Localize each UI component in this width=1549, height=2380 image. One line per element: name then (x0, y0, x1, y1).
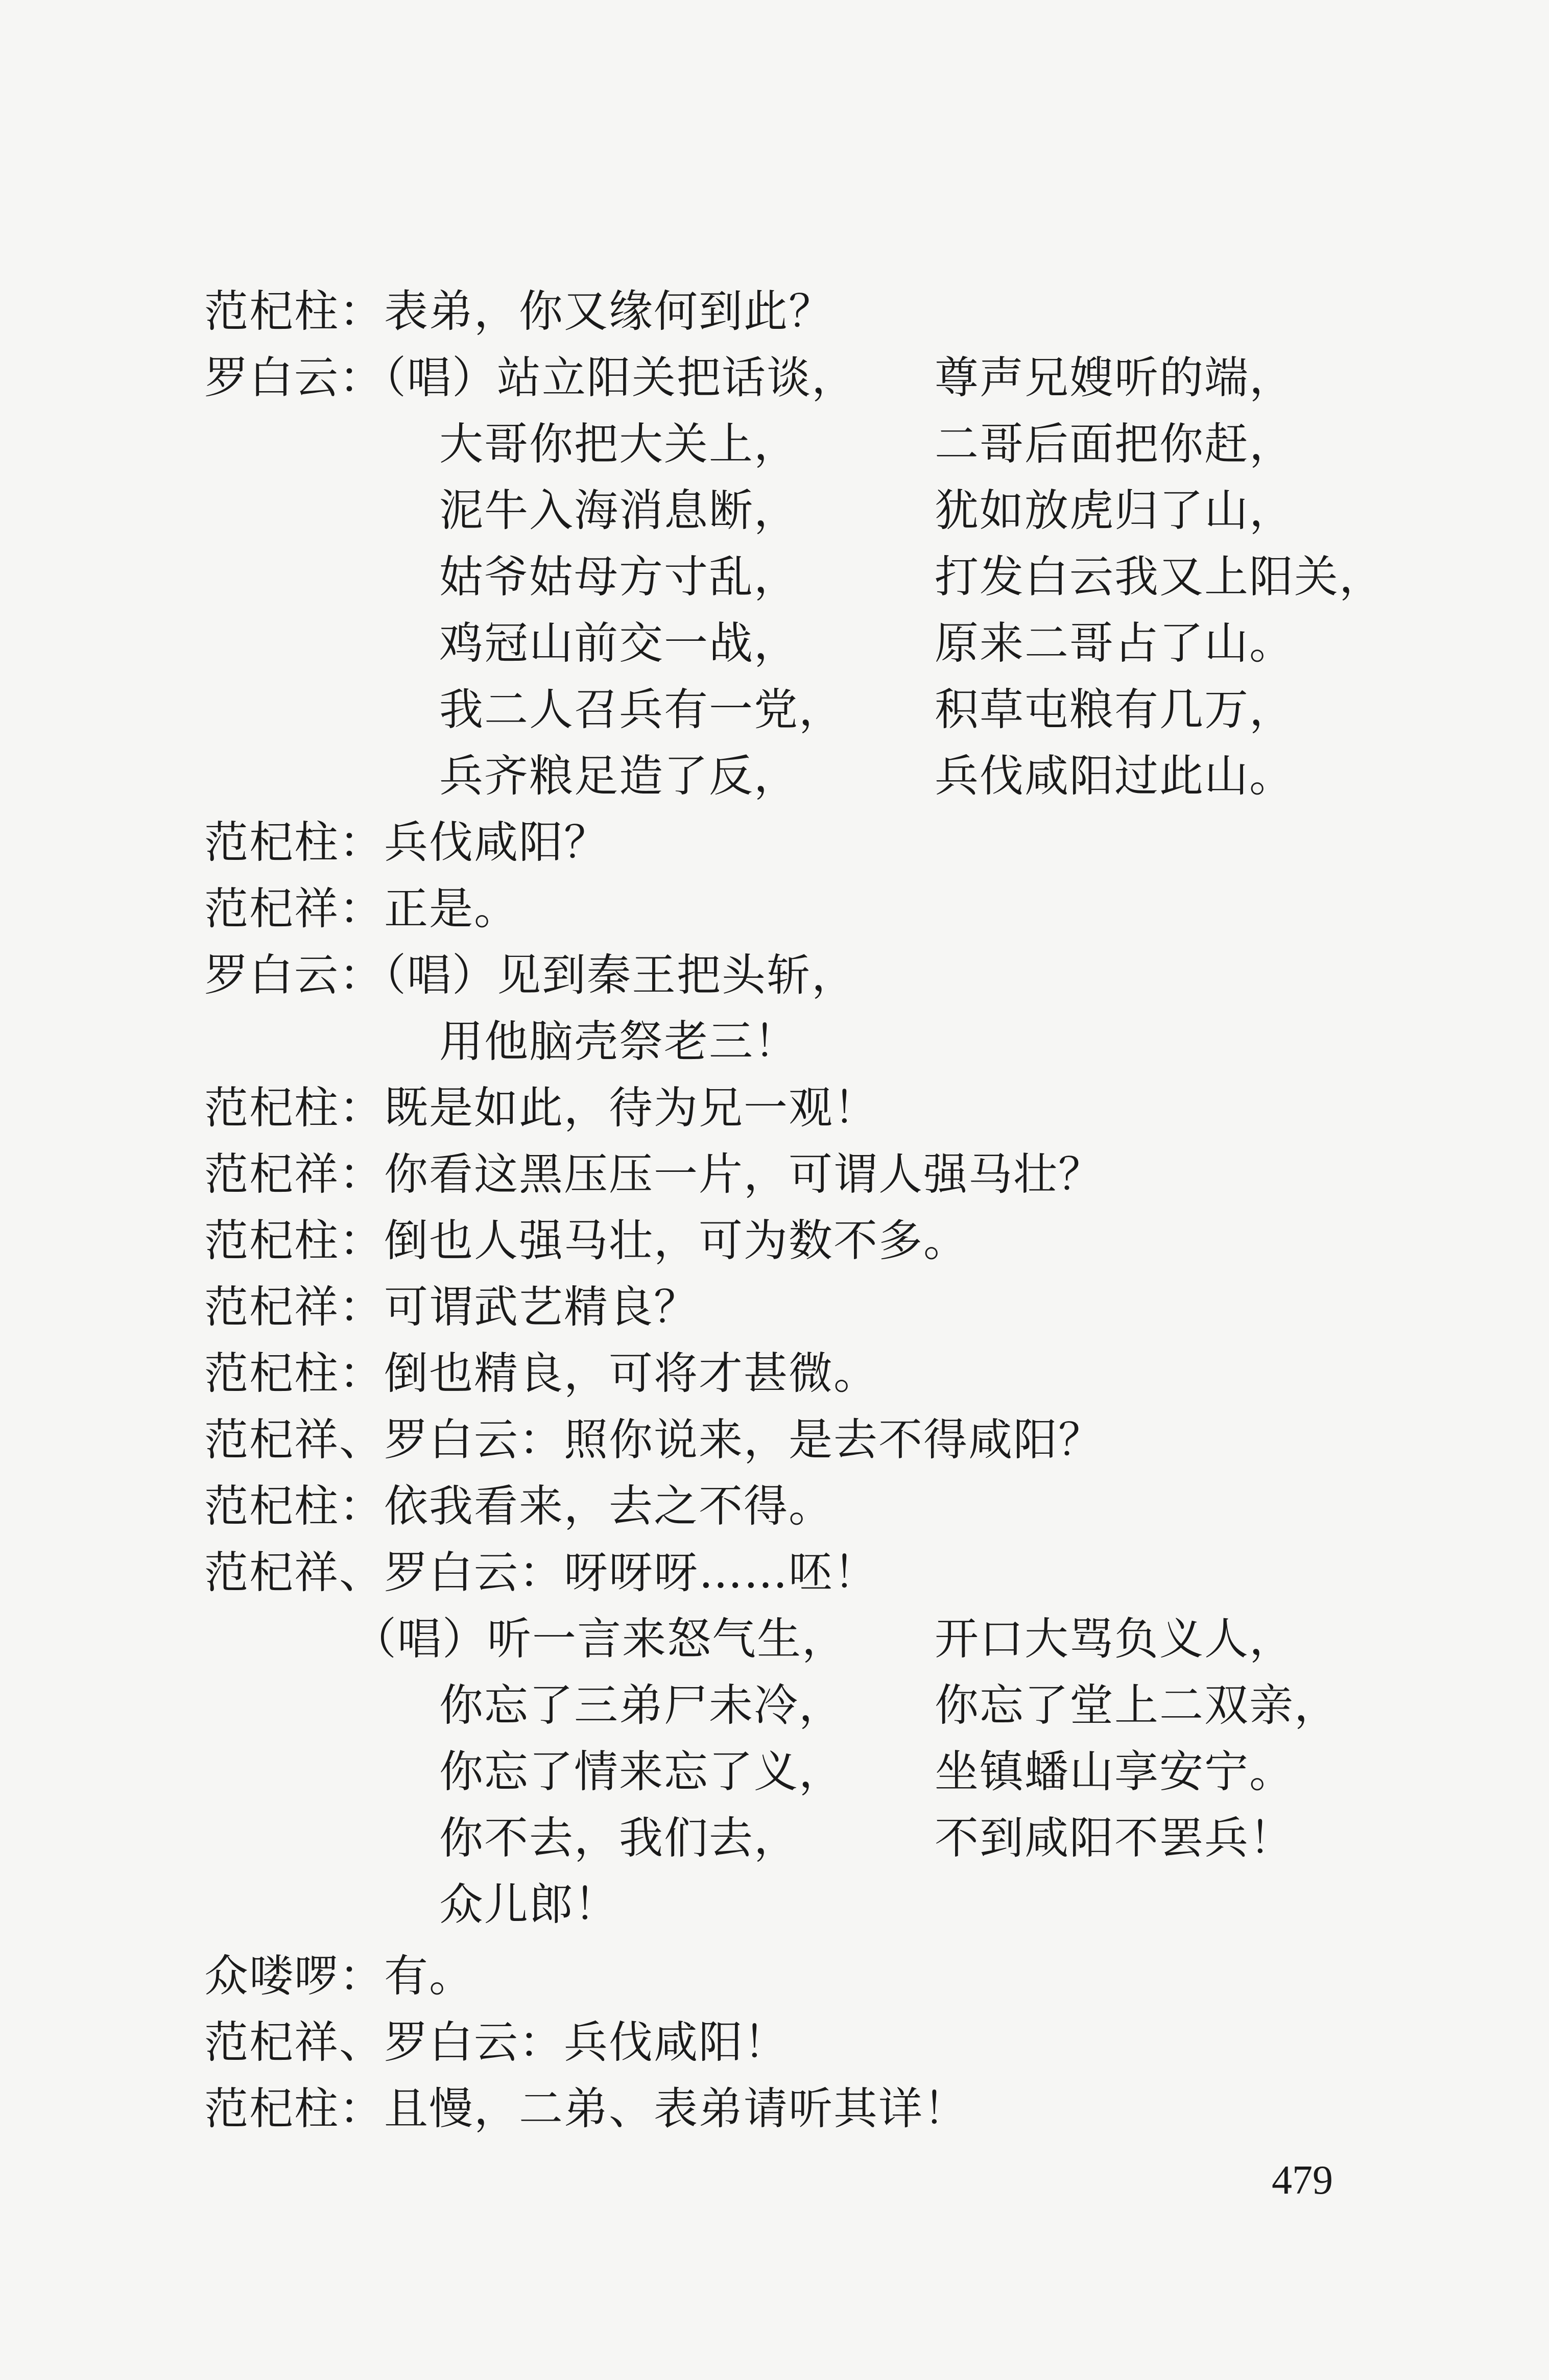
text-line: 鸡冠山前交一战， (439, 618, 799, 669)
text-line-right: 犹如放虎归了山， (935, 485, 1294, 536)
text-line-right: 兵伐咸阳过此山。 (935, 751, 1294, 802)
text-line-right: 积草屯粮有几万， (935, 684, 1294, 735)
text-line: 兵齐粮足造了反， (439, 751, 799, 802)
text-line-right: 不到咸阳不罢兵！ (935, 1813, 1294, 1864)
text-line: 范杞祥：正是。 (204, 883, 519, 934)
text-line: 范杞柱：兵伐咸阳？ (204, 817, 609, 868)
text-line-right: 打发白云我又上阳关， (935, 551, 1384, 603)
text-line-right: 坐镇蟠山享安宁。 (935, 1746, 1294, 1797)
text-line: 泥牛入海消息断， (439, 485, 799, 536)
text-line: 用他脑壳祭老三！ (439, 1016, 799, 1067)
text-line: 范杞柱：倒也精良，可将才甚微。 (204, 1348, 878, 1399)
text-line: 大哥你把大关上， (439, 419, 799, 470)
text-line-right: 原来二哥占了山。 (935, 618, 1294, 669)
text-line: 罗白云：（唱）站立阳关把话谈， (204, 352, 856, 403)
text-line: 范杞柱：依我看来，去之不得。 (204, 1481, 833, 1532)
text-line: 范杞柱：倒也人强马壮，可为数不多。 (204, 1215, 968, 1266)
text-line: 范杞柱：既是如此，待为兄一观！ (204, 1083, 878, 1134)
text-line: 范杞柱：且慢，二弟、表弟请听其详！ (204, 2083, 968, 2134)
text-line-right: 你忘了堂上二双亲， (935, 1680, 1339, 1731)
text-line: 你忘了情来忘了义， (439, 1746, 844, 1797)
text-line: 你不去，我们去， (439, 1813, 799, 1864)
text-line: 姑爷姑母方寸乱， (439, 551, 799, 603)
text-line: 我二人召兵有一党， (439, 684, 844, 735)
text-line: 范杞柱：表弟，你又缘何到此？ (204, 286, 833, 337)
text-line-right: 尊声兄嫂听的端， (935, 352, 1294, 403)
text-line: 范杞祥：可谓武艺精良？ (204, 1282, 699, 1333)
text-line-right: 二哥后面把你赶， (935, 419, 1294, 470)
text-line: 众喽啰：有。 (204, 1951, 474, 2002)
text-line: 范杞祥、罗白云：照你说来，是去不得咸阳？ (204, 1414, 1103, 1465)
text-line: 众儿郎！ (439, 1879, 619, 1930)
text-line-right: 开口大骂负义人， (935, 1614, 1294, 1665)
text-line: 罗白云：（唱）见到秦王把头斩， (204, 950, 856, 1001)
text-line: 范杞祥、罗白云：兵伐咸阳！ (204, 2017, 789, 2068)
text-line: 范杞祥：你看这黑压压一片，可谓人强马壮？ (204, 1149, 1103, 1200)
page-number: 479 (1272, 2158, 1333, 2203)
text-line: 你忘了三弟尸未冷， (439, 1680, 844, 1731)
text-line: 范杞祥、罗白云：呀呀呀……呸！ (204, 1547, 878, 1598)
text-line: （唱）听一言来怒气生， (352, 1614, 847, 1665)
